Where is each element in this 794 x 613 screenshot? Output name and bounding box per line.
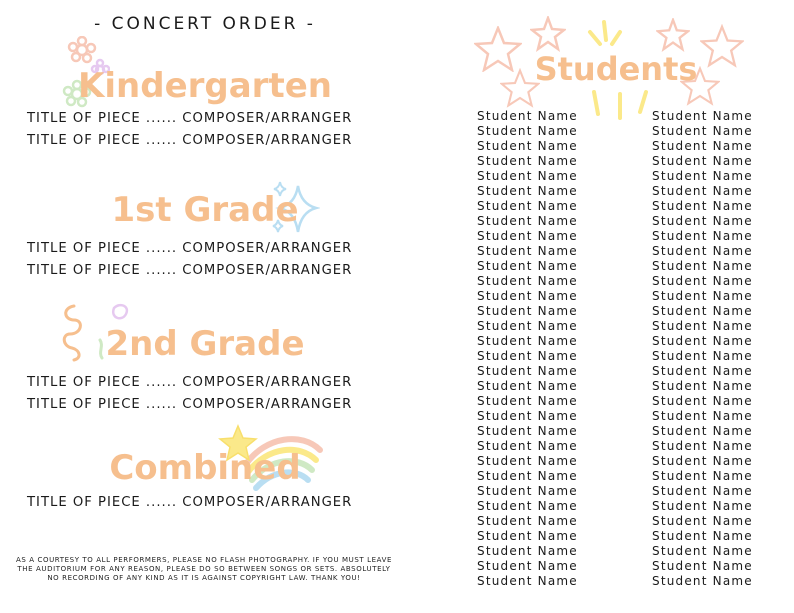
student-name: Student Name <box>477 364 578 378</box>
student-name: Student Name <box>477 244 578 258</box>
student-name: Student Name <box>477 394 578 408</box>
student-name: Student Name <box>477 229 578 243</box>
student-name: Student Name <box>477 499 578 513</box>
student-name: Student Name <box>477 304 578 318</box>
student-name: Student Name <box>477 334 578 348</box>
student-name: Student Name <box>477 469 578 483</box>
student-name: Student Name <box>652 379 753 393</box>
student-name: Student Name <box>477 559 578 573</box>
student-name: Student Name <box>652 484 753 498</box>
star-icon <box>656 18 690 52</box>
student-list-left <box>477 109 578 589</box>
student-name: Student Name <box>477 154 578 168</box>
student-name: Student Name <box>477 109 578 123</box>
student-name: Student Name <box>652 334 753 348</box>
student-name: Student Name <box>477 574 578 588</box>
student-name: Student Name <box>652 349 753 363</box>
student-name: Student Name <box>652 514 753 528</box>
student-name: Student Name <box>477 379 578 393</box>
sunburst-icon <box>586 18 626 54</box>
student-name: Student Name <box>652 544 753 558</box>
student-name: Student Name <box>652 274 753 288</box>
student-name: Student Name <box>477 424 578 438</box>
student-name: Student Name <box>477 259 578 273</box>
student-name: Student Name <box>477 529 578 543</box>
piece-line: TITLE OF PIECE ...... COMPOSER/ARRANGER <box>27 397 353 412</box>
student-name: Student Name <box>652 169 753 183</box>
student-name: Student Name <box>477 484 578 498</box>
piece-line: TITLE OF PIECE ...... COMPOSER/ARRANGER <box>27 241 353 256</box>
student-name: Student Name <box>477 409 578 423</box>
student-name: Student Name <box>652 259 753 273</box>
student-name: Student Name <box>652 499 753 513</box>
student-name: Student Name <box>652 559 753 573</box>
student-name: Student Name <box>477 199 578 213</box>
piece-line: TITLE OF PIECE ...... COMPOSER/ARRANGER <box>27 133 353 148</box>
student-name: Student Name <box>652 424 753 438</box>
student-name: Student Name <box>652 244 753 258</box>
student-name: Student Name <box>652 229 753 243</box>
section-heading-1st-grade: 1st Grade <box>111 190 299 230</box>
student-name: Student Name <box>477 544 578 558</box>
star-icon <box>530 16 566 52</box>
student-name: Student Name <box>477 214 578 228</box>
section-heading-kindergarten: Kindergarten <box>78 66 332 106</box>
student-name: Student Name <box>477 349 578 363</box>
student-name: Student Name <box>652 139 753 153</box>
student-name: Student Name <box>652 199 753 213</box>
sunburst-icon <box>586 88 656 122</box>
student-name: Student Name <box>652 154 753 168</box>
student-list-right <box>652 109 753 589</box>
student-name: Student Name <box>652 394 753 408</box>
piece-line: TITLE OF PIECE ...... COMPOSER/ARRANGER <box>27 375 353 390</box>
student-name: Student Name <box>652 364 753 378</box>
student-name: Student Name <box>477 319 578 333</box>
student-name: Student Name <box>477 169 578 183</box>
student-name: Student Name <box>652 529 753 543</box>
student-name: Student Name <box>652 409 753 423</box>
student-name: Student Name <box>477 514 578 528</box>
student-name: Student Name <box>477 289 578 303</box>
concert-order-title: - CONCERT ORDER - <box>94 14 316 34</box>
piece-line: TITLE OF PIECE ...... COMPOSER/ARRANGER <box>27 495 353 510</box>
student-name: Student Name <box>652 214 753 228</box>
student-name: Student Name <box>477 454 578 468</box>
student-name: Student Name <box>652 454 753 468</box>
student-name: Student Name <box>652 109 753 123</box>
student-name: Student Name <box>652 574 753 588</box>
student-name: Student Name <box>477 439 578 453</box>
student-name: Student Name <box>477 124 578 138</box>
student-name: Student Name <box>477 139 578 153</box>
student-name: Student Name <box>652 304 753 318</box>
student-name: Student Name <box>477 184 578 198</box>
student-name: Student Name <box>652 469 753 483</box>
piece-line: TITLE OF PIECE ...... COMPOSER/ARRANGER <box>27 111 353 126</box>
student-name: Student Name <box>652 289 753 303</box>
piece-line: TITLE OF PIECE ...... COMPOSER/ARRANGER <box>27 263 353 278</box>
student-name: Student Name <box>652 124 753 138</box>
student-name: Student Name <box>477 274 578 288</box>
student-name: Student Name <box>652 184 753 198</box>
section-heading-combined: Combined <box>109 448 301 488</box>
section-heading-2nd-grade: 2nd Grade <box>105 324 305 364</box>
student-name: Student Name <box>652 319 753 333</box>
student-name: Student Name <box>652 439 753 453</box>
courtesy-note: AS A COURTESY TO ALL PERFORMERS, PLEASE NO FLASH PHOTOGRAPHY. IF YOU MUST LEAVE THE AUDITORIUM FOR ANY REASON, PLEASE DO SO BETWEEN SONGS OR SETS. ABSOLUTELY NO RECORDING OF ANY KIND AS IT IS AGAINST COPYRIGHT LAW. THANK YOU! <box>16 556 392 582</box>
students-heading: Students <box>534 50 698 88</box>
